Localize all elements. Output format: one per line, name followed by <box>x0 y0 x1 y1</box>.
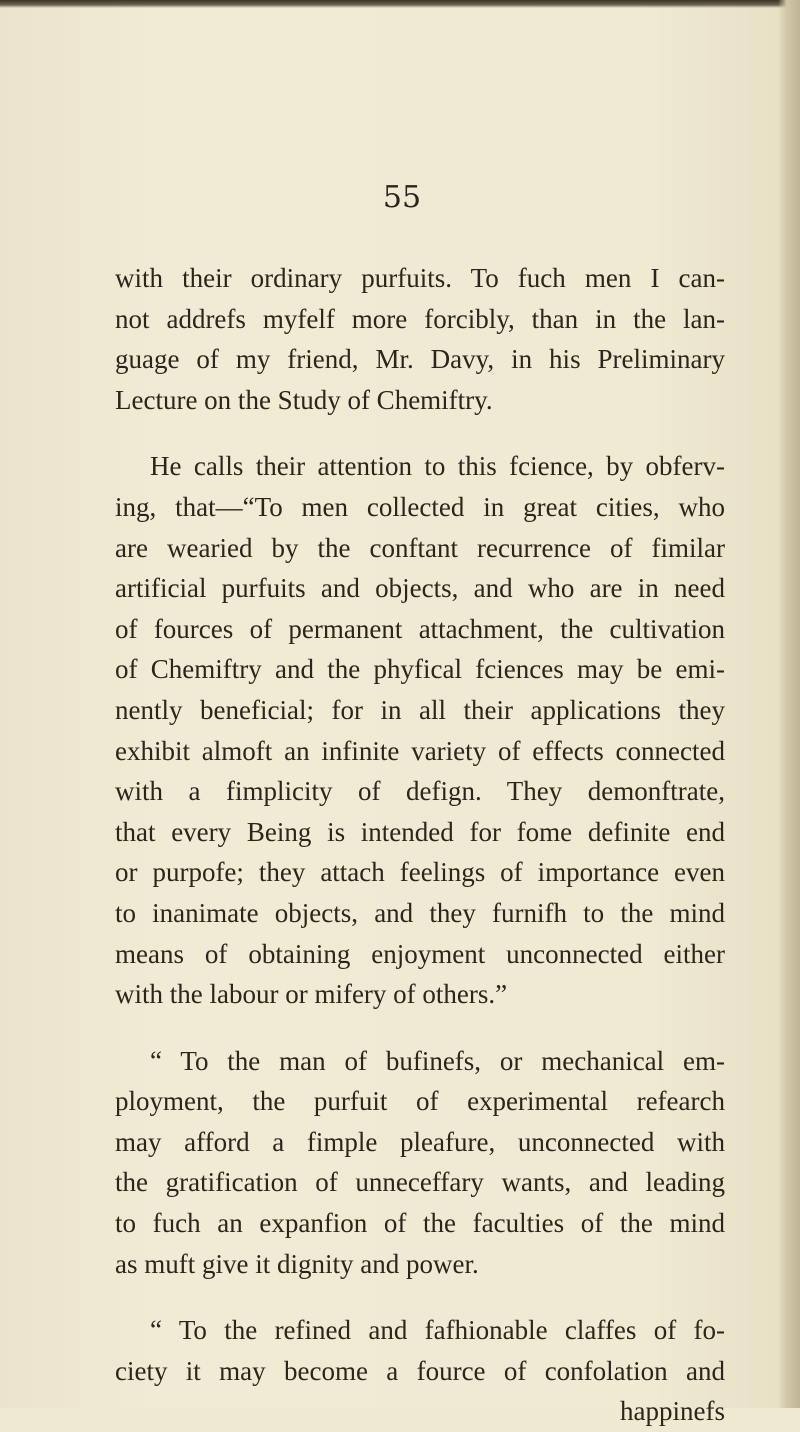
text-line: with their ordinary purfuits. To fuch men I can- <box>115 263 725 293</box>
text-line: are wearied by the conftant recurrence of fimilar <box>115 532 725 563</box>
text-line: or purpofe; they attach feelings of importance even <box>115 857 725 888</box>
text-line: ciety it may become a fource of confolation and <box>115 1355 725 1386</box>
text-line: of fources of permanent attachment, the cultivation <box>115 613 725 644</box>
text-line: artificial purfuits and objects, and who are in need <box>115 573 725 604</box>
text-line: that every Being is intended for fome definite end <box>115 816 725 847</box>
text-line: exhibit almoft an infinite variety of effects connected <box>115 735 725 766</box>
page-number: 55 <box>382 180 422 215</box>
paragraph-gap <box>115 1015 725 1041</box>
text-line: Lecture on the Study of Chemiftry. <box>115 384 493 415</box>
text-line: nently beneficial; for in all their applications they <box>115 694 725 725</box>
text-line: may afford a fimple pleafure, unconnected with <box>115 1126 725 1157</box>
text-line: not addrefs myfelf more forcibly, than in the lan- <box>115 303 725 334</box>
text-line: as muft give it dignity and power. <box>115 1248 479 1279</box>
text-line: with the labour or mifery of others.” <box>115 979 508 1010</box>
text-line: ing, that—“To men collected in great cities, who <box>115 491 725 522</box>
text-line: with a fimplicity of defign. They demonftrate, <box>115 776 725 807</box>
text-line: the gratification of unneceffary wants, and leading <box>115 1167 725 1198</box>
body-text <box>115 258 725 1432</box>
catchword: happinefs <box>620 1396 725 1427</box>
text-line: of Chemiftry and the phyfical fciences may be emi- <box>115 654 725 685</box>
page-right-edge <box>778 0 800 1408</box>
text-line: guage of my friend, Mr. Davy, in his Preliminary <box>115 344 725 375</box>
paragraph-gap <box>115 1284 725 1310</box>
text-line: ployment, the purfuit of experimental refearch <box>115 1086 725 1117</box>
text-line: to inanimate objects, and they furnifh to the mind <box>115 897 725 928</box>
text-line: “ To the refined and fafhionable claffes of fo- <box>150 1315 725 1346</box>
page-top-edge <box>0 0 800 8</box>
text-line: means of obtaining enjoyment unconnected either <box>115 938 725 969</box>
paragraph-gap <box>115 420 725 446</box>
text-line: to fuch an expanfion of the faculties of the mind <box>115 1208 725 1239</box>
text-line: “ To the man of bufinefs, or mechanical em- <box>150 1045 725 1076</box>
text-line: He calls their attention to this fcience, by obferv- <box>150 451 725 482</box>
